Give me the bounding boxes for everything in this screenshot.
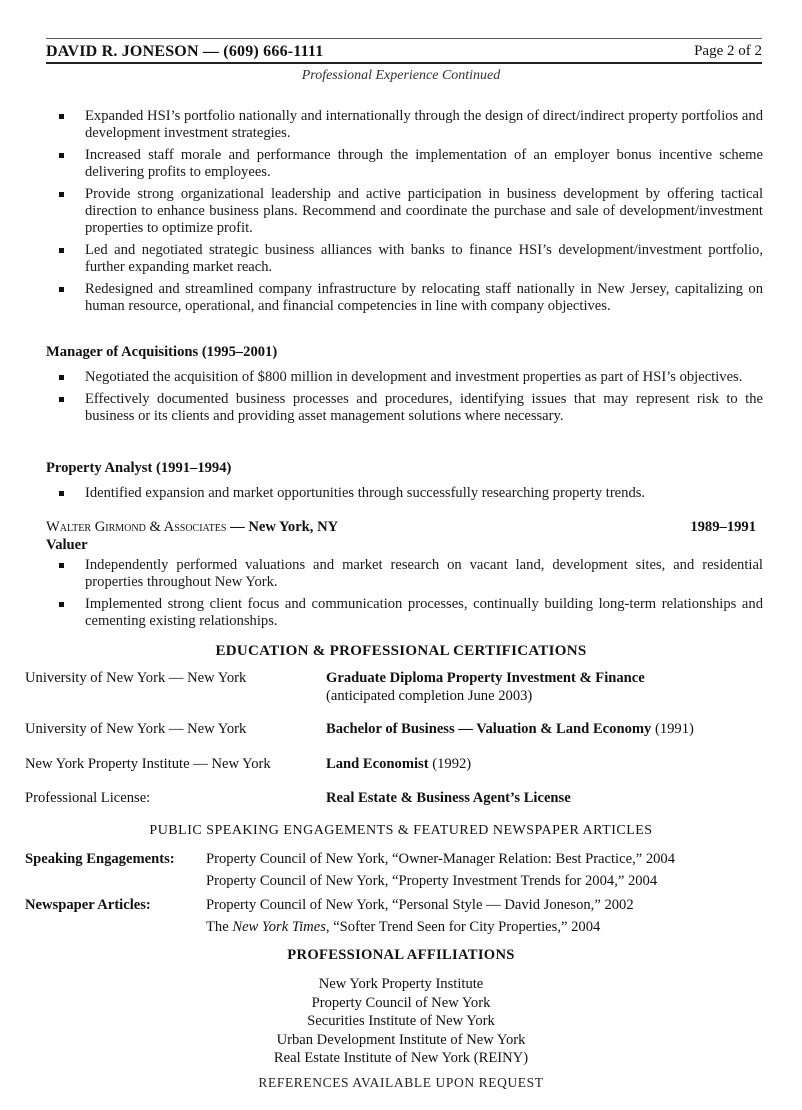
employer-name: Walter Girmond & Associates — [46, 519, 227, 535]
list-item: Led and negotiated strategic business alliances with banks to finance HSI’s development/investment portfolio, further expanding market reach. — [85, 242, 763, 276]
bullet-icon — [59, 491, 64, 496]
speaking-list — [206, 848, 675, 892]
institution: Professional License: — [25, 790, 151, 806]
continued-label: Professional Experience Continued — [301, 68, 501, 83]
role-title-analyst: Property Analyst (1991–1994) — [46, 460, 232, 476]
candidate-name-phone: DAVID R. JONESON — (609) 666-1111 — [46, 43, 324, 60]
articles-list — [206, 894, 634, 938]
credential: Graduate Diploma Property Investment & Finance (anticipated completion June 2003) — [326, 670, 645, 704]
header-rule — [46, 62, 762, 64]
credential: Real Estate & Business Agent’s License — [326, 790, 571, 806]
articles-label: Newspaper Articles: — [25, 897, 151, 913]
affiliations-heading: PROFESSIONAL AFFILIATIONS — [287, 947, 515, 963]
list-item: Real Estate Institute of New York (REINY) — [273, 1050, 529, 1066]
list-item: New York Property Institute — [318, 976, 484, 992]
bullet-icon — [59, 287, 64, 292]
list-item: Identified expansion and market opportunities through successfully researching property trends. — [85, 485, 763, 502]
references-note: REFERENCES AVAILABLE UPON REQUEST — [258, 1075, 544, 1090]
list-item: Redesigned and streamlined company infrastructure by relocating staff nationally in New Jersey, capitalizing on human resource, operational, and financial competencies in line with company objectives. — [85, 281, 763, 315]
education-heading: EDUCATION & PROFESSIONAL CERTIFICATIONS — [215, 643, 587, 659]
speaking-heading: PUBLIC SPEAKING ENGAGEMENTS & FEATURED NEWSPAPER ARTICLES — [149, 823, 653, 838]
bullet-icon — [59, 397, 64, 402]
list-item: Provide strong organizational leadership and active participation in business development by offering tactical direction to enhance business plans. Recommend and coordinate the purchase and sale of development/investment properties to optimize profit. — [85, 186, 763, 237]
bullet-icon — [59, 375, 64, 380]
list-item: Expanded HSI’s portfolio nationally and internationally through the design of direct/indirect property portfolios and development investment strategies. — [85, 108, 763, 142]
institution: University of New York — New York — [25, 721, 247, 737]
list-item: The New York Times, “Softer Trend Seen for City Properties,” 2004 — [206, 919, 601, 935]
bullet-icon — [59, 114, 64, 119]
list-item: Implemented strong client focus and communication processes, continually building long-term relationships and cementing existing relationships. — [85, 596, 763, 630]
role-title-valuer: Valuer — [46, 537, 88, 553]
employer-heading — [46, 519, 338, 536]
institution: University of New York — New York — [25, 670, 247, 686]
list-item: Independently performed valuations and market research on vacant land, development sites, and residential properties throughout New York. — [85, 557, 763, 591]
list-item: Property Council of New York, “Personal Style — David Joneson,” 2002 — [206, 897, 634, 913]
hsi-bullet-list — [85, 108, 763, 320]
page-number: Page 2 of 2 — [694, 43, 762, 59]
bullet-icon — [59, 602, 64, 607]
acquisitions-bullet-list — [85, 369, 763, 430]
list-item: Effectively documented business processes and procedures, identifying issues that may represent risk to the business or its clients and providing asset management solutions where necessary. — [85, 391, 763, 425]
institution: New York Property Institute — New York — [25, 756, 271, 772]
employer-location: — New York, NY — [226, 519, 339, 535]
list-item: Property Council of New York, “Property Investment Trends for 2004,” 2004 — [206, 873, 658, 889]
bullet-icon — [59, 153, 64, 158]
speaking-label: Speaking Engagements: — [25, 851, 175, 867]
list-item: Increased staff morale and performance through the implementation of an employer bonus incentive scheme delivering profits to employees. — [85, 147, 763, 181]
bullet-icon — [59, 248, 64, 253]
list-item: Securities Institute of New York — [307, 1013, 495, 1029]
list-item: Urban Development Institute of New York — [276, 1031, 526, 1048]
list-item: Property Council of New York — [311, 994, 491, 1011]
bullet-icon — [59, 563, 64, 568]
bullet-icon — [59, 192, 64, 197]
credential: Land Economist (1992) — [326, 756, 472, 772]
affiliations-list — [0, 975, 802, 1068]
employer-dates: 1989–1991 — [690, 519, 756, 535]
credential: Bachelor of Business — Valuation & Land Economy (1991) — [326, 721, 694, 737]
list-item: Negotiated the acquisition of $800 million in development and investment properties as part of HSI’s objectives. — [85, 369, 763, 386]
list-item: Property Council of New York, “Owner-Manager Relation: Best Practice,” 2004 — [206, 851, 676, 867]
analyst-bullet-list — [85, 485, 763, 507]
role-title-acquisitions: Manager of Acquisitions (1995–2001) — [46, 344, 278, 360]
valuer-bullet-list — [85, 557, 763, 635]
page-header — [46, 38, 762, 61]
